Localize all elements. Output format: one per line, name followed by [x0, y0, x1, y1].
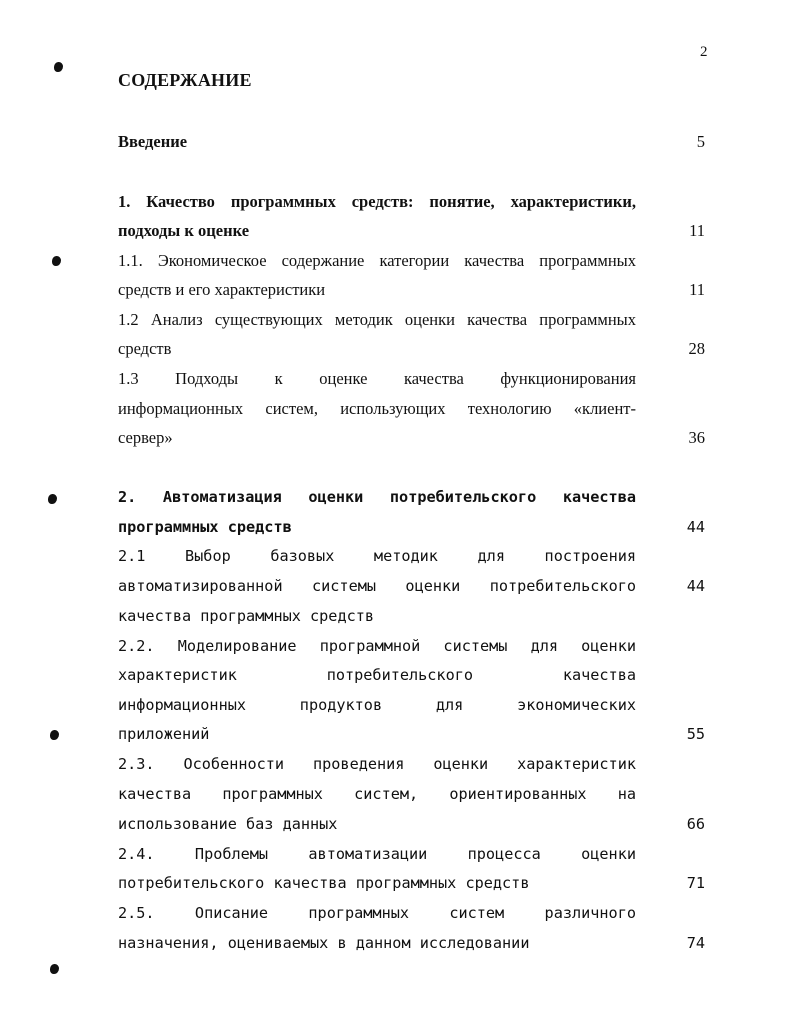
section-1-2-page: 28 — [688, 339, 705, 358]
chapter2-heading-line: программных средств — [118, 518, 292, 536]
chapter1-heading-line: подходы к оценке — [118, 221, 250, 240]
section-2-5-line: 2.5. Описание программных систем различного — [118, 904, 636, 922]
chapter2-page: 44 — [686, 518, 705, 536]
section-2-1-line: 2.1 Выбор базовых методик для построения — [118, 547, 636, 565]
section-2-1-line: автоматизированной системы оценки потребительского — [118, 577, 636, 595]
toc-intro-label: Введение — [118, 132, 188, 151]
page-number: 2 — [700, 44, 708, 60]
section-2-3-line: использование баз данных — [118, 815, 338, 833]
binder-hole-mark — [50, 730, 59, 740]
section-1-3-page: 36 — [688, 428, 705, 447]
section-2-1-line: качества программных средств — [118, 607, 375, 625]
section-2-3-line: 2.3. Особенности проведения оценки характеристик — [118, 755, 636, 773]
section-2-2-line: 2.2. Моделирование программной системы для оценки — [118, 637, 636, 655]
section-1-1-line: 1.1. Экономическое содержание категории качества программных — [118, 251, 636, 270]
section-2-2-line: характеристик потребительского качества — [118, 666, 636, 684]
section-1-3-line: информационных систем, использующих технологию «клиент- — [118, 399, 636, 418]
section-2-5-page: 74 — [686, 934, 705, 952]
toc-title: СОДЕРЖАНИЕ — [118, 70, 252, 90]
section-2-4-page: 71 — [686, 874, 705, 892]
section-2-3-page: 66 — [686, 815, 705, 833]
section-2-2-line: приложений — [118, 725, 210, 743]
binder-hole-mark — [54, 62, 63, 72]
section-2-4-line: 2.4. Проблемы автоматизации процесса оценки — [118, 845, 636, 863]
chapter2-heading-line: 2. Автоматизация оценки потребительского качества — [118, 488, 636, 506]
binder-hole-mark — [52, 256, 61, 266]
section-1-1-page: 11 — [689, 280, 705, 299]
section-1-2-line: 1.2 Анализ существующих методик оценки качества программных — [118, 310, 636, 329]
section-2-5-line: назначения, оцениваемых в данном исследовании — [118, 934, 530, 952]
section-2-2-line: информационных продуктов для экономических — [118, 696, 636, 714]
binder-hole-mark — [50, 964, 59, 974]
section-1-3-line: 1.3 Подходы к оценке качества функционирования — [118, 369, 636, 388]
section-2-3-line: качества программных систем, ориентированных на — [118, 785, 636, 803]
section-2-4-line: потребительского качества программных средств — [118, 874, 530, 892]
section-2-2-page: 55 — [686, 725, 705, 743]
section-1-2-line: средств — [118, 339, 172, 358]
section-2-1-page: 44 — [686, 577, 705, 595]
section-1-3-line: сервер» — [118, 428, 173, 447]
binder-hole-mark — [48, 494, 57, 504]
chapter1-page: 11 — [689, 221, 705, 240]
section-1-1-line: средств и его характеристики — [118, 280, 326, 299]
chapter1-heading-line: 1. Качество программных средств: понятие, характеристики, — [118, 192, 636, 211]
toc-intro-page: 5 — [696, 132, 705, 151]
